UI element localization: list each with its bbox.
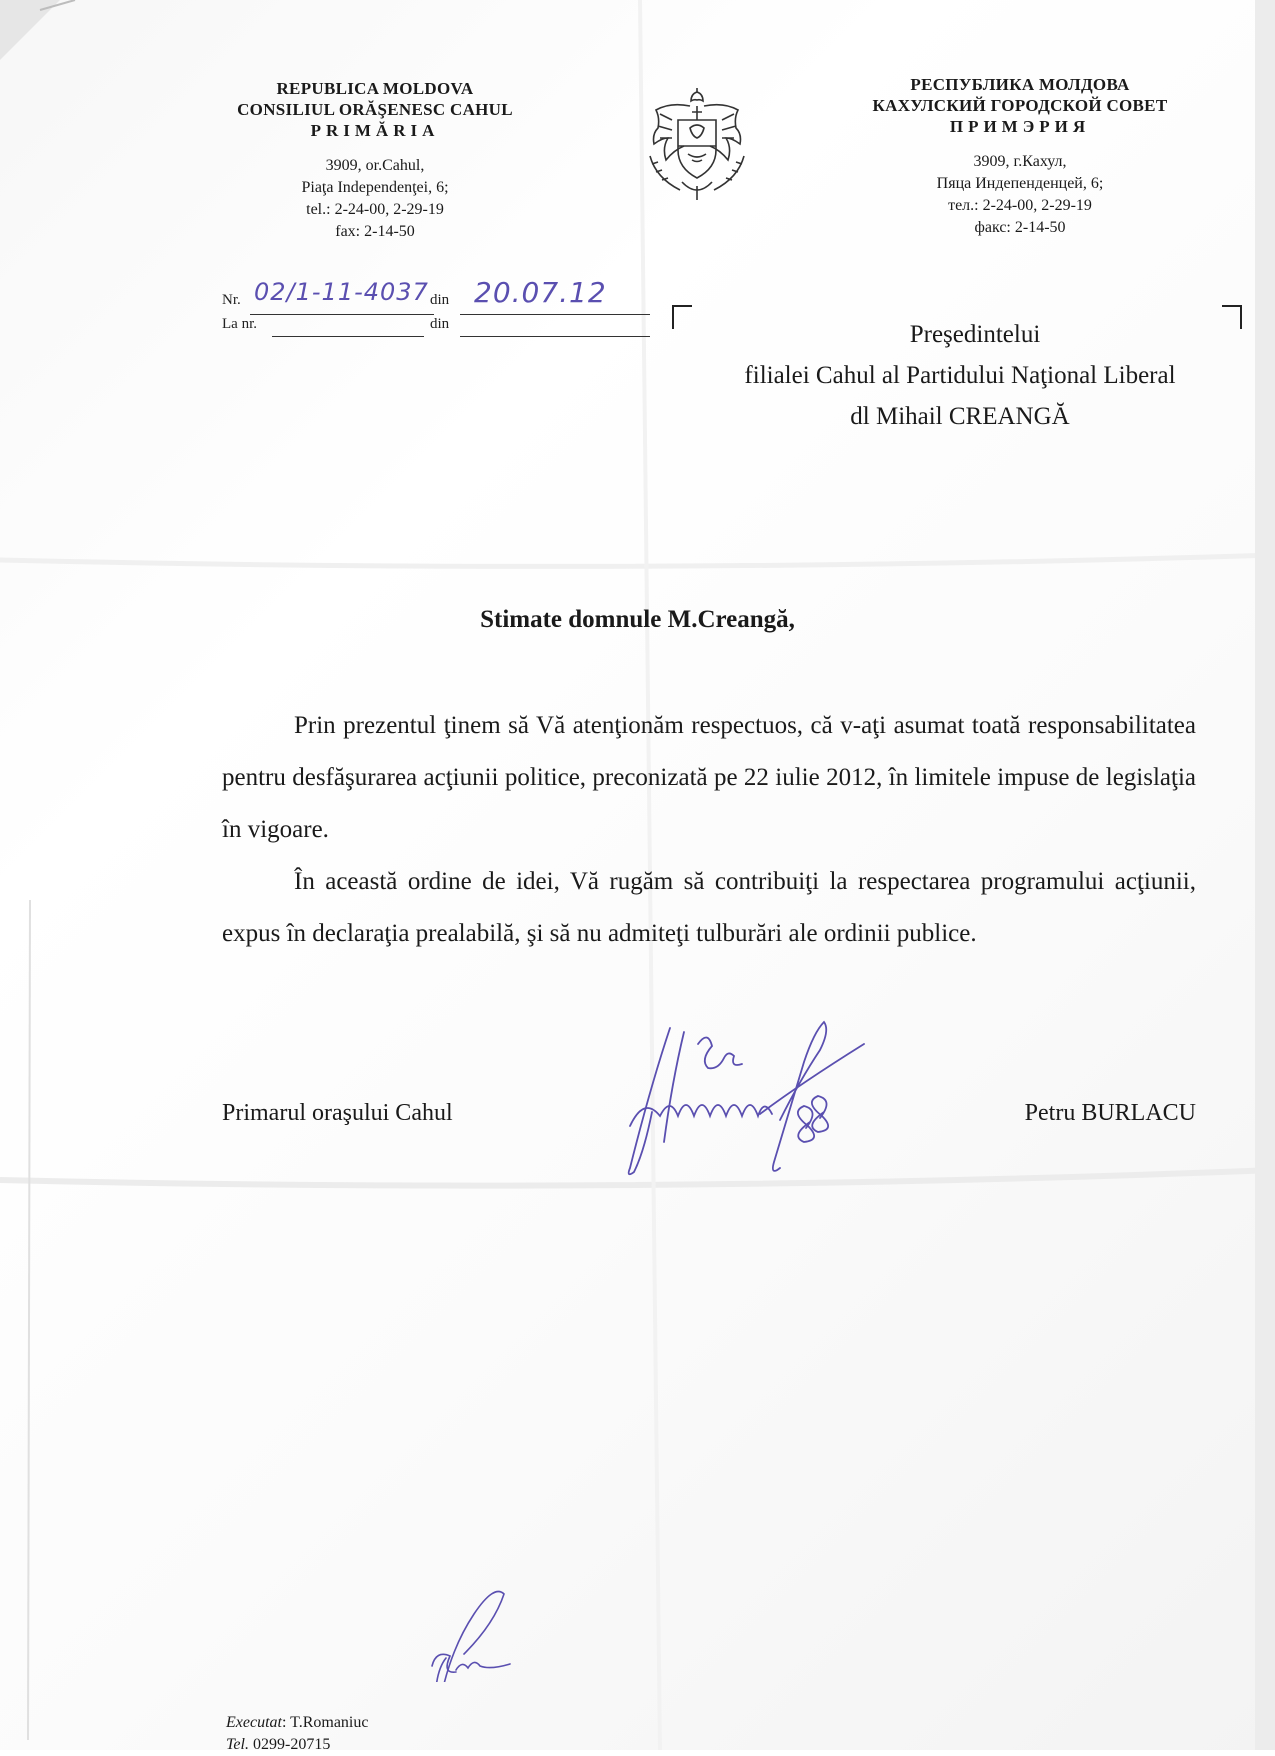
addressee-bracket-right xyxy=(1222,305,1242,329)
header-institution: PRIMĂRIA xyxy=(310,121,440,140)
address-line-ru: Пяца Индепенденцей, 6; xyxy=(936,175,1104,192)
coat-of-arms-icon xyxy=(640,86,754,204)
header-country: REPUBLICA MOLDOVA xyxy=(276,79,474,98)
body-paragraph: Prin prezentul ţinem să Vă atenţionăm respectuos, că v-aţi asumat toată responsabilitatea pentru desfăşurarea acţiunii politice, preconizată pe 22 iulie 2012, în limitele impuse de legislaţia în vigoare. xyxy=(222,712,1196,843)
salutation: Stimate domnule M.Creangă, xyxy=(480,606,795,633)
header-russian xyxy=(830,74,1210,239)
phone-line-ru: тел.: 2-24-00, 2-29-19 xyxy=(948,197,1092,214)
header-country-ru: РЕСПУБЛИКА МОЛДОВА xyxy=(910,75,1130,94)
signatory-name: Petru BURLACU xyxy=(1024,1100,1196,1126)
executor-name: : T.Romaniuc xyxy=(281,1714,369,1731)
header-address-ru xyxy=(830,151,1210,239)
din-label: din xyxy=(430,292,450,308)
la-nr-underline xyxy=(272,336,424,337)
header-romanian xyxy=(200,78,550,243)
nr-label: Nr. xyxy=(222,292,241,308)
address-line: 3909, or.Cahul, xyxy=(325,157,425,174)
signatory-role: Primarul oraşului Cahul xyxy=(222,1100,453,1126)
registration-number-line xyxy=(222,276,652,314)
executor-block xyxy=(226,1712,368,1756)
executor-phone: 0299-20715 xyxy=(248,1736,331,1753)
handwritten-signature xyxy=(610,1018,880,1178)
header-address xyxy=(200,155,550,243)
executor-phone-line xyxy=(226,1734,368,1756)
header-council: CONSILIUL ORĂŞENESC CAHUL xyxy=(237,100,513,119)
address-line-ru: 3909, г.Кахул, xyxy=(973,153,1067,170)
phone-line: tel.: 2-24-00, 2-29-19 xyxy=(306,201,444,218)
nr-handwritten-value: 02/1-11-4037 xyxy=(254,278,429,306)
din-handwritten-value: 20.07.12 xyxy=(474,276,607,309)
addressee-name: dl Mihail CREANGĂ xyxy=(850,403,1070,430)
executor-label: Executat xyxy=(226,1714,282,1731)
body-paragraph: În această ordine de idei, Vă rugăm să contribuiţi la respectarea programului acţiunii, expus în declaraţia prealabilă, şi să nu admiteţi tulburări ale ordinii publice. xyxy=(222,868,1196,947)
addressee-block xyxy=(700,314,1220,437)
din2-label: din xyxy=(430,316,450,332)
header-institution-ru: ПРИМЭРИЯ xyxy=(949,117,1091,136)
executor-line xyxy=(226,1712,368,1734)
letter-body xyxy=(222,700,1196,960)
reference-number-line xyxy=(222,314,652,344)
address-line: Piaţa Independenţei, 6; xyxy=(301,179,449,196)
fax-line: fax: 2-14-50 xyxy=(335,223,415,240)
din2-underline xyxy=(460,336,650,337)
addressee-organization: filialei Cahul al Partidului Naţional Liberal xyxy=(744,362,1176,389)
addressee-bracket-left xyxy=(672,305,692,329)
addressee-title: Preşedintelui xyxy=(909,321,1041,348)
la-nr-label: La nr. xyxy=(222,316,257,332)
fax-line-ru: факс: 2-14-50 xyxy=(974,219,1066,236)
header-council-ru: КАХУЛСКИЙ ГОРОДСКОЙ СОВЕТ xyxy=(872,96,1168,115)
executor-signature xyxy=(422,1582,542,1682)
executor-phone-label: Tel. xyxy=(226,1736,249,1753)
registration-block xyxy=(222,276,652,344)
